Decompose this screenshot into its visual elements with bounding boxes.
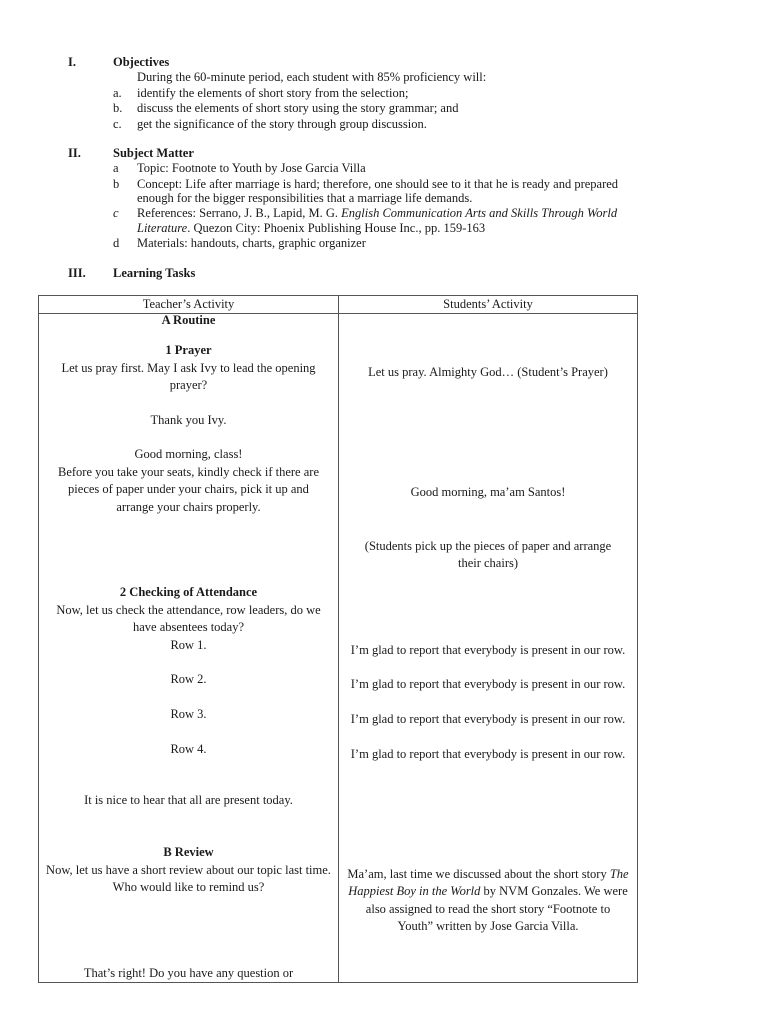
materials-text: Materials: handouts, charts, graphic organizer [137,236,366,250]
subject-matter-heading: Subject Matter [113,146,194,160]
teacher-affirmation: That’s right! Do you have any question or [83,966,294,980]
row-call: Row 2. [170,672,207,686]
students-greeting: Good morning, ma’am Santos! [410,485,566,499]
section-numeral-2: II. [68,146,81,160]
objectives-heading: Objectives [113,55,170,69]
routine-heading: A Routine [161,313,216,327]
attendance-heading: 2 Checking of Attendance [119,585,258,599]
references-prefix: References: Serrano, J. B., Lapid, M. G. [137,206,342,220]
prayer-heading: 1 Prayer [165,343,212,357]
section-numeral-3: III. [68,266,86,280]
row-call: Row 1. [170,638,207,652]
teacher-review-prompt: Now, let us have a short review about our topic last time. Who would like to remind us? [46,863,331,895]
references-suffix: . Quezon City: Phoenix Publishing House Inc., pp. 159-163 [187,221,486,235]
review-answer-part1: Ma’am, last time we discussed about the short story [347,867,610,881]
row-call: Row 4. [170,742,207,756]
objective-marker: c. [113,117,122,131]
objective-item: discuss the elements of short story using the story grammar; and [137,101,459,115]
students-pickup-action: (Students pick up the pieces of paper and arrange their chairs) [364,539,612,571]
activity-table [38,295,638,983]
concept-text-line1: Concept: Life after marriage is hard; therefore, one should see to it that he is ready and prepared [137,177,619,191]
header-teacher-activity: Teacher’s Activity [142,297,235,311]
students-row-report: I’m glad to report that everybody is present in our row. [350,712,626,726]
learning-tasks-heading: Learning Tasks [113,266,196,280]
teacher-thanks: Thank you Ivy. [150,413,227,427]
objective-item: identify the elements of short story from the selection; [137,86,409,100]
teacher-prayer-request: Let us pray first. May I ask Ivy to lead the opening prayer? [61,361,316,393]
concept-marker: b [113,177,120,191]
concept-text-line2: enough for the bigger responsibilities that a marriage life demands. [137,191,473,205]
students-prayer: Let us pray. Almighty God… (Student’s Prayer) [368,365,608,379]
review-answer-part2: by NVM Gonzales. We were also assigned to read the short story “Footnote to Youth” written by Jose Garcia Villa. [365,884,628,933]
row-call: Row 3. [170,707,207,721]
students-row-report: I’m glad to report that everybody is present in our row. [350,747,626,761]
references-line2 [137,221,485,236]
review-heading: B Review [163,845,214,859]
section-numeral-1: I. [68,55,76,69]
review-story-title: The Happiest Boy in the World [348,867,629,899]
objective-item: get the significance of the story through group discussion. [137,117,427,131]
topic-text: Topic: Footnote to Youth by Jose Garcia Villa [137,161,366,175]
references-line1 [137,206,617,221]
objective-marker: b. [113,101,123,115]
students-row-report: I’m glad to report that everybody is present in our row. [350,677,626,691]
teacher-present-remark: It is nice to hear that all are present today. [84,793,293,807]
teacher-seats-instruction: Before you take your seats, kindly check if there are pieces of paper under your chairs, pick it up and arrange your chairs properly. [57,465,319,514]
references-book-title-cont: Literature [137,221,188,235]
references-marker: c [113,206,119,220]
references-book-title: English Communication Arts and Skills Through World [341,206,618,220]
students-review-answer [339,866,637,935]
students-row-report: I’m glad to report that everybody is present in our row. [350,643,626,657]
objectives-intro: During the 60-minute period, each student with 85% proficiency will: [137,70,487,84]
teacher-attendance-question: Now, let us check the attendance, row leaders, do we have absentees today? [56,603,321,635]
teacher-greeting: Good morning, class! [134,447,243,461]
header-students-activity: Students’ Activity [443,297,533,311]
materials-marker: d [113,236,120,250]
topic-marker: a [113,161,119,175]
objective-marker: a. [113,86,122,100]
